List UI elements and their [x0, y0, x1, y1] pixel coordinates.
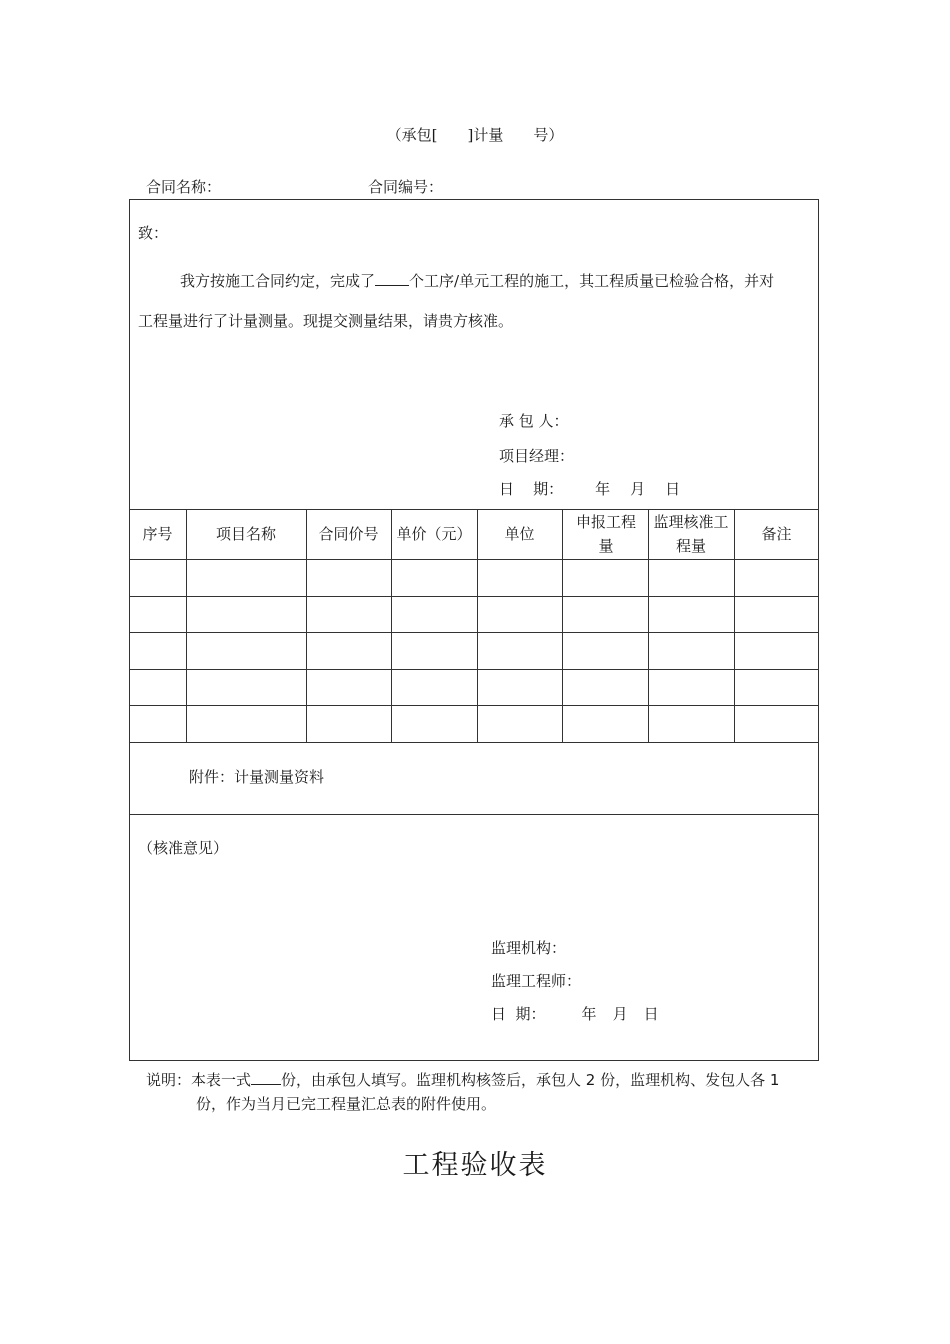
form-number-prefix: （承包[ [386, 126, 438, 144]
letter-body-line1-a: 我方按施工合同约定，完成了 [180, 272, 376, 290]
contractor-label: 承 包 人： [499, 412, 569, 430]
note-line1-a: 说明：本表一式 [146, 1071, 252, 1089]
table-column-divider [391, 509, 392, 743]
date-label: 日 期： [499, 480, 564, 498]
day-label: 日 [665, 480, 681, 498]
attachment-label: 附件：计量测量资料 [189, 768, 325, 786]
date-label: 日 期： [491, 1005, 546, 1023]
review-opinion-label: （核准意见） [138, 839, 229, 857]
header-remarks: 备注 [761, 525, 792, 543]
form-number-middle: ]计量 [467, 126, 504, 144]
table-bottom-border [129, 742, 819, 743]
supervision-engineer-label: 监理工程师： [491, 972, 582, 990]
contractor-date [499, 478, 680, 499]
header-reported-quantity: 申报工程量 [576, 513, 637, 555]
review-date [491, 1003, 659, 1024]
addressee-label: 致： [138, 224, 169, 242]
form-number-suffix: 号） [533, 126, 564, 144]
header-unit: 单位 [504, 525, 535, 543]
table-column-divider [562, 509, 563, 743]
note-line2: 份，作为当月已完工程量汇总表的附件使用。 [196, 1095, 497, 1113]
table-row-divider [129, 705, 819, 706]
month-label: 月 [612, 1005, 628, 1023]
header-item-name: 项目名称 [215, 525, 276, 543]
table-column-divider [648, 509, 649, 743]
letter-body-line2: 工程量进行了计量测量。现提交测量结果，请贵方核准。 [138, 312, 514, 330]
supervision-org-label: 监理机构： [491, 939, 567, 957]
attachment-bottom-border [129, 814, 819, 815]
table-header-bottom-border [129, 559, 819, 560]
header-seq-no: 序号 [142, 525, 173, 543]
project-manager-label: 项目经理： [499, 447, 575, 465]
letter-body-line1 [180, 270, 774, 291]
form-number-line [0, 124, 950, 145]
copies-blank[interactable] [251, 1070, 281, 1085]
header-approved-quantity: 监理核准工程量 [653, 513, 729, 555]
header-contract-price-no: 合同价号 [318, 525, 379, 543]
count-blank[interactable] [375, 271, 409, 286]
table-row-divider [129, 632, 819, 633]
document-title: 工程验收表 [402, 1150, 548, 1181]
note-line1 [146, 1069, 779, 1090]
year-label: 年 [581, 1005, 597, 1023]
day-label: 日 [643, 1005, 659, 1023]
contract-number-label: 合同编号： [368, 178, 444, 196]
letter-body-line1-b: 个工序/单元工程的施工，其工程质量已检验合格，并对 [409, 272, 775, 290]
year-label: 年 [595, 480, 611, 498]
month-label: 月 [630, 480, 646, 498]
note-line1-b: 份，由承包人填写。监理机构核签后，承包人 2 份，监理机构、发包人各 1 [281, 1071, 780, 1089]
contract-name-label: 合同名称： [146, 178, 222, 196]
table-row-divider [129, 596, 819, 597]
table-row-divider [129, 669, 819, 670]
header-unit-price: 单价（元） [396, 525, 472, 543]
